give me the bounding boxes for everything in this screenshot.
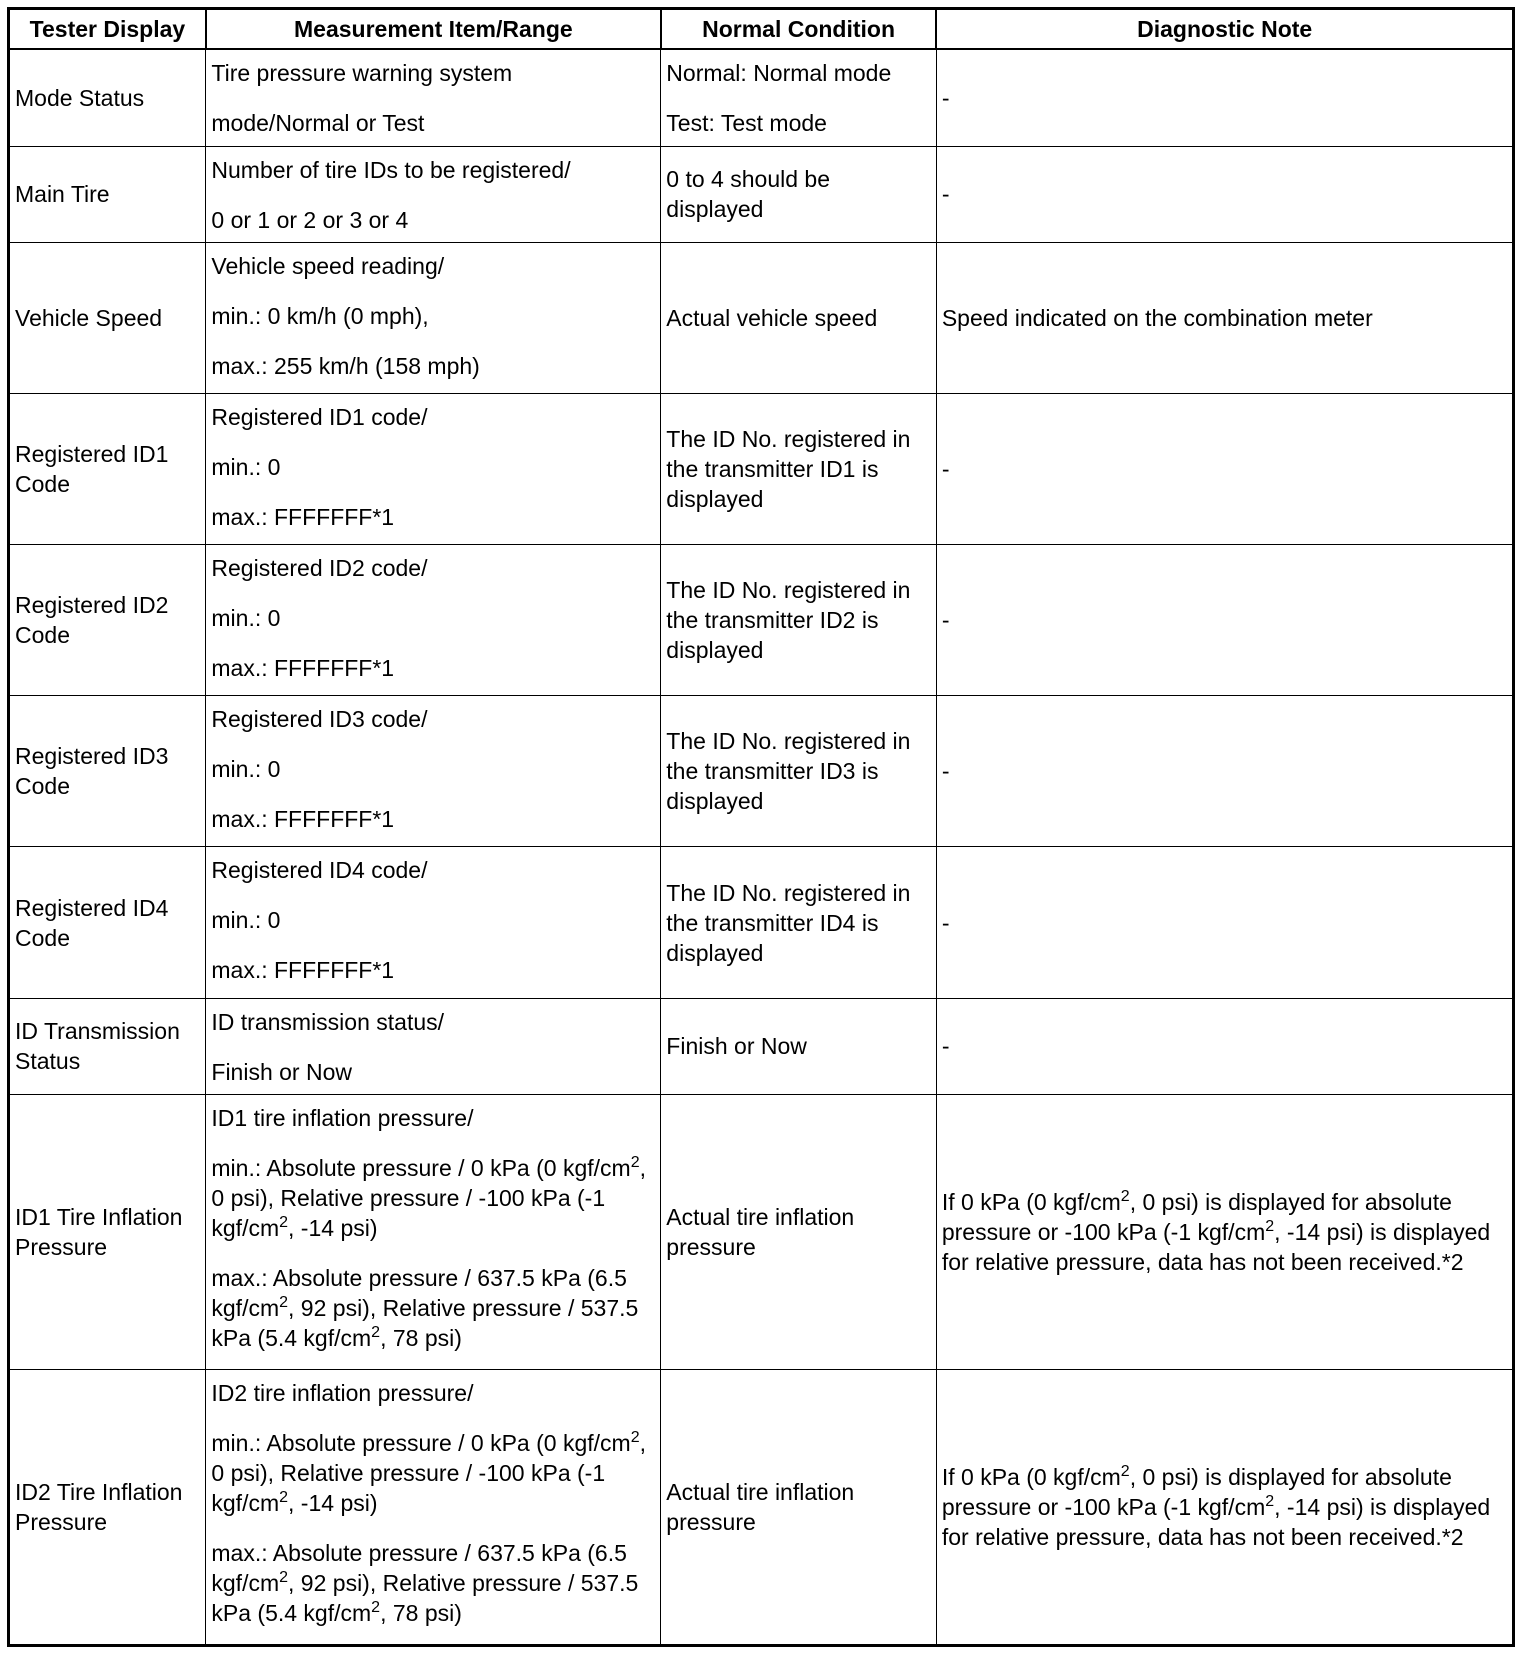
range-line: Registered ID2 code/: [211, 555, 428, 582]
normal-condition-cell: The ID No. registered in the transmitter ID2 is displayed: [661, 545, 937, 696]
range-line: ID2 tire inflation pressure/: [211, 1379, 474, 1406]
superscript: 2: [630, 1154, 640, 1172]
diagnostic-note-cell: -: [936, 146, 1513, 243]
line-spacer: [211, 885, 655, 905]
text-part: , -14 psi) is displayed for relative pressure, data has not been received.*2: [941, 1493, 1491, 1550]
text-part: , 92 psi), Relative pressure / 537.5 kPa (5.4 kgf/cm: [211, 1295, 639, 1352]
text-part: , 78 psi): [380, 1599, 462, 1626]
range-line: max.: FFFFFFF*1: [211, 504, 395, 531]
tester-display-cell: ID Transmission Status: [9, 998, 206, 1095]
tester-display-cell: Vehicle Speed: [9, 243, 206, 394]
line-spacer: [211, 734, 655, 754]
normal-line: Test: Test mode: [666, 110, 827, 136]
range-line: ID transmission status/: [211, 1008, 445, 1035]
tester-display-cell: Registered ID1 Code: [9, 394, 206, 545]
superscript: 2: [1120, 1188, 1130, 1206]
tester-display-cell: Mode Status: [9, 49, 206, 146]
table-row: [9, 49, 1514, 146]
table-row: [9, 998, 1514, 1095]
header-measurement-item: Measurement Item/Range: [206, 9, 661, 50]
diagnostic-note-cell: Speed indicated on the combination meter: [936, 243, 1513, 394]
superscript: 2: [1265, 1218, 1275, 1236]
normal-condition-cell: [661, 49, 937, 146]
text-part: If 0 kPa (0 kgf/cm: [941, 1189, 1121, 1216]
range-line: ID1 tire inflation pressure/: [211, 1105, 474, 1132]
superscript: 2: [1265, 1492, 1275, 1510]
text-part: , 0 psi), Relative pressure / -100 kPa (-1 kgf/cm: [211, 1429, 646, 1516]
measurement-range-cell: [206, 998, 661, 1095]
line-spacer: [211, 1408, 655, 1428]
diagnostic-note-cell: -: [936, 545, 1513, 696]
range-line: min.: 0: [211, 907, 281, 934]
tester-display-cell: Registered ID2 Code: [9, 545, 206, 696]
range-line: max.: FFFFFFF*1: [211, 957, 395, 984]
measurement-range-cell: [206, 243, 661, 394]
table-header-row: [9, 9, 1514, 50]
measurement-range-cell: [206, 49, 661, 146]
text-part: , 0 psi) is displayed for absolute pressure or -100 kPa (-1 kgf/cm: [941, 1189, 1452, 1246]
range-line: min.: 0: [211, 756, 281, 783]
text-part: If 0 kPa (0 kgf/cm: [941, 1463, 1121, 1490]
superscript: 2: [371, 1598, 381, 1616]
superscript: 2: [630, 1428, 640, 1446]
range-line: max.: FFFFFFF*1: [211, 655, 395, 682]
range-line: Vehicle speed reading/: [211, 253, 445, 280]
line-spacer: [211, 281, 655, 301]
measurement-range-cell: [206, 545, 661, 696]
diagnostic-note-cell: -: [936, 49, 1513, 146]
text-part: , -14 psi) is displayed for relative pressure, data has not been received.*2: [941, 1219, 1491, 1276]
diagnostic-note-cell: -: [936, 847, 1513, 998]
normal-condition-cell: 0 to 4 should be displayed: [661, 146, 937, 243]
line-spacer: [211, 1243, 655, 1263]
normal-condition-cell: Actual tire inflation pressure: [661, 1095, 937, 1370]
range-min-text: [211, 1153, 655, 1243]
measurement-range-cell: [206, 394, 661, 545]
text-part: , 92 psi), Relative pressure / 537.5 kPa (5.4 kgf/cm: [211, 1569, 639, 1626]
table-row: [9, 243, 1514, 394]
normal-condition-cell: The ID No. registered in the transmitter ID1 is displayed: [661, 394, 937, 545]
line-spacer: [211, 88, 655, 108]
text-part: , 0 psi) is displayed for absolute pressure or -100 kPa (-1 kgf/cm: [941, 1463, 1452, 1520]
text-part: , -14 psi): [288, 1215, 378, 1242]
superscript: 2: [1120, 1462, 1130, 1480]
line-spacer: [211, 633, 655, 653]
line-spacer: [211, 482, 655, 502]
table-row: [9, 847, 1514, 998]
tester-display-cell: Registered ID4 Code: [9, 847, 206, 998]
diagnostic-note-cell: [936, 1369, 1513, 1645]
range-line: min.: 0 km/h (0 mph),: [211, 303, 429, 330]
tester-display-cell: ID2 Tire Inflation Pressure: [9, 1369, 206, 1645]
range-line: Registered ID3 code/: [211, 706, 428, 733]
range-line: max.: FFFFFFF*1: [211, 806, 395, 833]
superscript: 2: [279, 1488, 289, 1506]
line-spacer: [211, 935, 655, 955]
text-part: min.: Absolute pressure / 0 kPa (0 kgf/cm: [211, 1155, 631, 1182]
range-line: Number of tire IDs to be registered/: [211, 156, 571, 183]
superscript: 2: [279, 1214, 289, 1232]
diagnostic-note-cell: -: [936, 998, 1513, 1095]
normal-condition-cell: The ID No. registered in the transmitter ID4 is displayed: [661, 847, 937, 998]
normal-condition-cell: Actual tire inflation pressure: [661, 1369, 937, 1645]
range-line: max.: 255 km/h (158 mph): [211, 353, 480, 380]
header-normal-condition: Normal Condition: [661, 9, 937, 50]
tester-display-cell: Registered ID3 Code: [9, 696, 206, 847]
line-spacer: [211, 331, 655, 351]
diagnostic-note-cell: -: [936, 696, 1513, 847]
line-spacer: [211, 583, 655, 603]
table-row: [9, 1369, 1514, 1645]
table-row: [9, 696, 1514, 847]
line-spacer: [666, 88, 931, 108]
range-line: 0 or 1 or 2 or 3 or 4: [211, 206, 409, 233]
diagnostic-note-cell: -: [936, 394, 1513, 545]
tester-display-cell: Main Tire: [9, 146, 206, 243]
range-line: Registered ID1 code/: [211, 404, 428, 431]
header-tester-display: Tester Display: [9, 9, 206, 50]
text-part: , 78 psi): [380, 1325, 462, 1352]
range-line: Tire pressure warning system: [211, 60, 513, 86]
text-part: max.: Absolute pressure / 637.5 kPa (6.5 kgf/cm: [211, 1265, 627, 1322]
range-max-text: [211, 1263, 655, 1353]
line-spacer: [211, 185, 655, 205]
line-spacer: [211, 1518, 655, 1538]
measurement-range-cell: [206, 1369, 661, 1645]
table-row: [9, 545, 1514, 696]
superscript: 2: [279, 1294, 289, 1312]
diagnostic-note-cell: [936, 1095, 1513, 1370]
table-row: [9, 146, 1514, 243]
measurement-range-cell: [206, 146, 661, 243]
superscript: 2: [371, 1324, 381, 1342]
text-part: , 0 psi), Relative pressure / -100 kPa (-1 kgf/cm: [211, 1155, 646, 1242]
measurement-range-cell: [206, 847, 661, 998]
measurement-range-cell: [206, 696, 661, 847]
range-line: mode/Normal or Test: [211, 110, 425, 136]
text-part: max.: Absolute pressure / 637.5 kPa (6.5 kgf/cm: [211, 1539, 627, 1596]
superscript: 2: [279, 1568, 289, 1586]
header-diagnostic-note: Diagnostic Note: [936, 9, 1513, 50]
tester-display-table: [7, 7, 1515, 1647]
range-max-text: [211, 1538, 655, 1628]
range-min-text: [211, 1428, 655, 1518]
line-spacer: [211, 784, 655, 804]
table-row: [9, 394, 1514, 545]
normal-condition-cell: Actual vehicle speed: [661, 243, 937, 394]
measurement-range-cell: [206, 1095, 661, 1370]
range-line: min.: 0: [211, 605, 281, 632]
line-spacer: [211, 1037, 655, 1057]
table-row: [9, 1095, 1514, 1370]
text-part: min.: Absolute pressure / 0 kPa (0 kgf/cm: [211, 1429, 631, 1456]
tester-display-cell: ID1 Tire Inflation Pressure: [9, 1095, 206, 1370]
range-line: min.: 0: [211, 454, 281, 481]
normal-condition-cell: The ID No. registered in the transmitter ID3 is displayed: [661, 696, 937, 847]
normal-line: Normal: Normal mode: [666, 60, 892, 86]
range-line: Registered ID4 code/: [211, 857, 428, 884]
normal-condition-cell: Finish or Now: [661, 998, 937, 1095]
line-spacer: [211, 432, 655, 452]
text-part: , -14 psi): [288, 1489, 378, 1516]
range-line: Finish or Now: [211, 1058, 352, 1085]
line-spacer: [211, 1133, 655, 1153]
